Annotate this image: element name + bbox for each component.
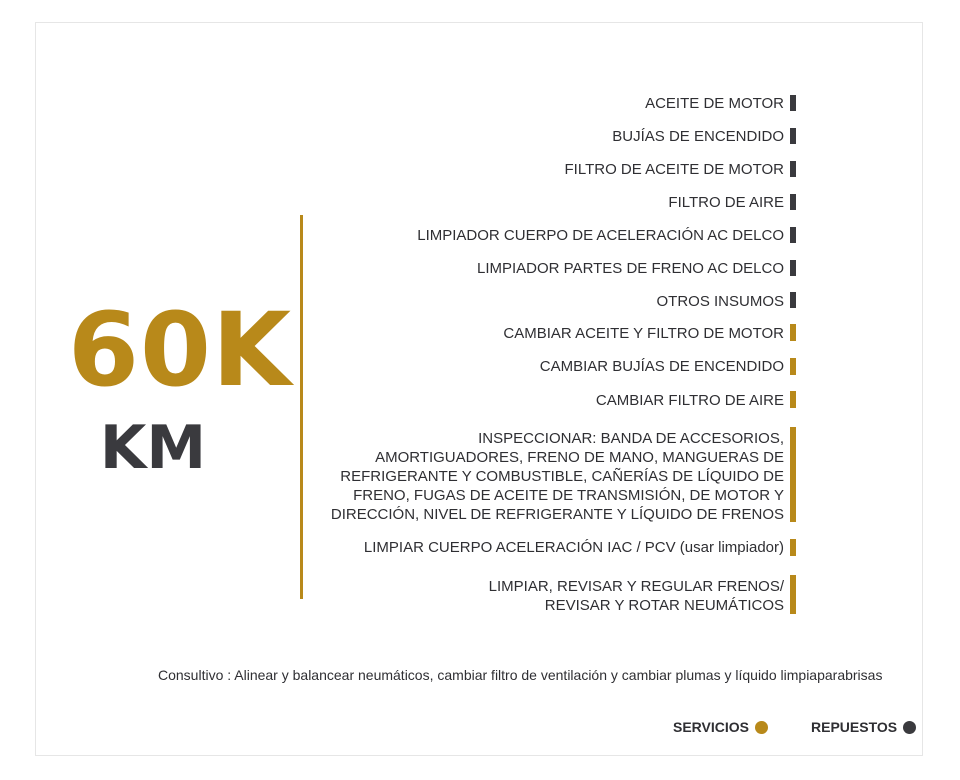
list-item: BUJÍAS DE ENCENDIDO — [612, 128, 784, 145]
list-item: ACEITE DE MOTOR — [645, 95, 784, 112]
repuesto-marker — [790, 128, 796, 144]
list-item-line: DIRECCIÓN, NIVEL DE REFRIGERANTE Y LÍQUIDO DE FRENOS — [330, 506, 784, 523]
servicio-marker — [790, 427, 796, 522]
repuesto-marker — [790, 161, 796, 177]
repuesto-marker — [790, 227, 796, 243]
list-item: LIMPIADOR CUERPO DE ACELERACIÓN AC DELCO — [417, 227, 784, 244]
list-item-line: AMORTIGUADORES, FRENO DE MANO, MANGUERAS DE — [375, 449, 784, 466]
list-item: CAMBIAR ACEITE Y FILTRO DE MOTOR — [503, 325, 784, 342]
servicio-marker — [790, 391, 796, 408]
servicios-dot-icon — [755, 721, 768, 734]
list-item: CAMBIAR BUJÍAS DE ENCENDIDO — [539, 358, 784, 375]
list-item-line: REVISAR Y ROTAR NEUMÁTICOS — [544, 597, 784, 614]
list-item-line: LIMPIAR, REVISAR Y REGULAR FRENOS/ — [488, 578, 784, 595]
repuestos-dot-icon — [903, 721, 916, 734]
legend-repuestos — [811, 719, 916, 735]
vertical-divider — [300, 215, 303, 599]
repuesto-marker — [790, 194, 796, 210]
list-item: FILTRO DE ACEITE DE MOTOR — [564, 161, 784, 178]
servicio-marker — [790, 575, 796, 614]
legend-repuestos-label: REPUESTOS — [811, 719, 898, 735]
mileage-value: 60K — [68, 291, 292, 410]
list-item: LIMPIADOR PARTES DE FRENO AC DELCO — [476, 260, 784, 277]
advisory-note: Consultivo : Alinear y balancear neumáticos, cambiar filtro de ventilación y cambiar plumas y líquido limpiaparabrisas — [158, 667, 883, 683]
list-item: LIMPIAR CUERPO ACELERACIÓN IAC / PCV (usar limpiador) — [363, 539, 784, 556]
repuesto-marker — [790, 260, 796, 276]
list-item: OTROS INSUMOS — [656, 293, 784, 310]
servicio-marker — [790, 539, 796, 556]
servicio-marker — [790, 324, 796, 341]
list-item-line: FRENO, FUGAS DE ACEITE DE TRANSMISIÓN, DE MOTOR Y — [353, 487, 784, 504]
legend-servicios-label: SERVICIOS — [673, 719, 749, 735]
repuesto-marker — [790, 292, 796, 308]
mileage-unit: KM — [99, 413, 207, 483]
servicio-marker — [790, 358, 796, 375]
list-item: CAMBIAR FILTRO DE AIRE — [595, 392, 784, 409]
legend-servicios — [673, 719, 768, 735]
list-item-line: INSPECCIONAR: BANDA DE ACCESORIOS, — [478, 430, 784, 447]
list-item-line: REFRIGERANTE Y COMBUSTIBLE, CAÑERÍAS DE LÍQUIDO DE — [340, 468, 784, 485]
list-item: FILTRO DE AIRE — [668, 194, 784, 211]
repuesto-marker — [790, 95, 796, 111]
